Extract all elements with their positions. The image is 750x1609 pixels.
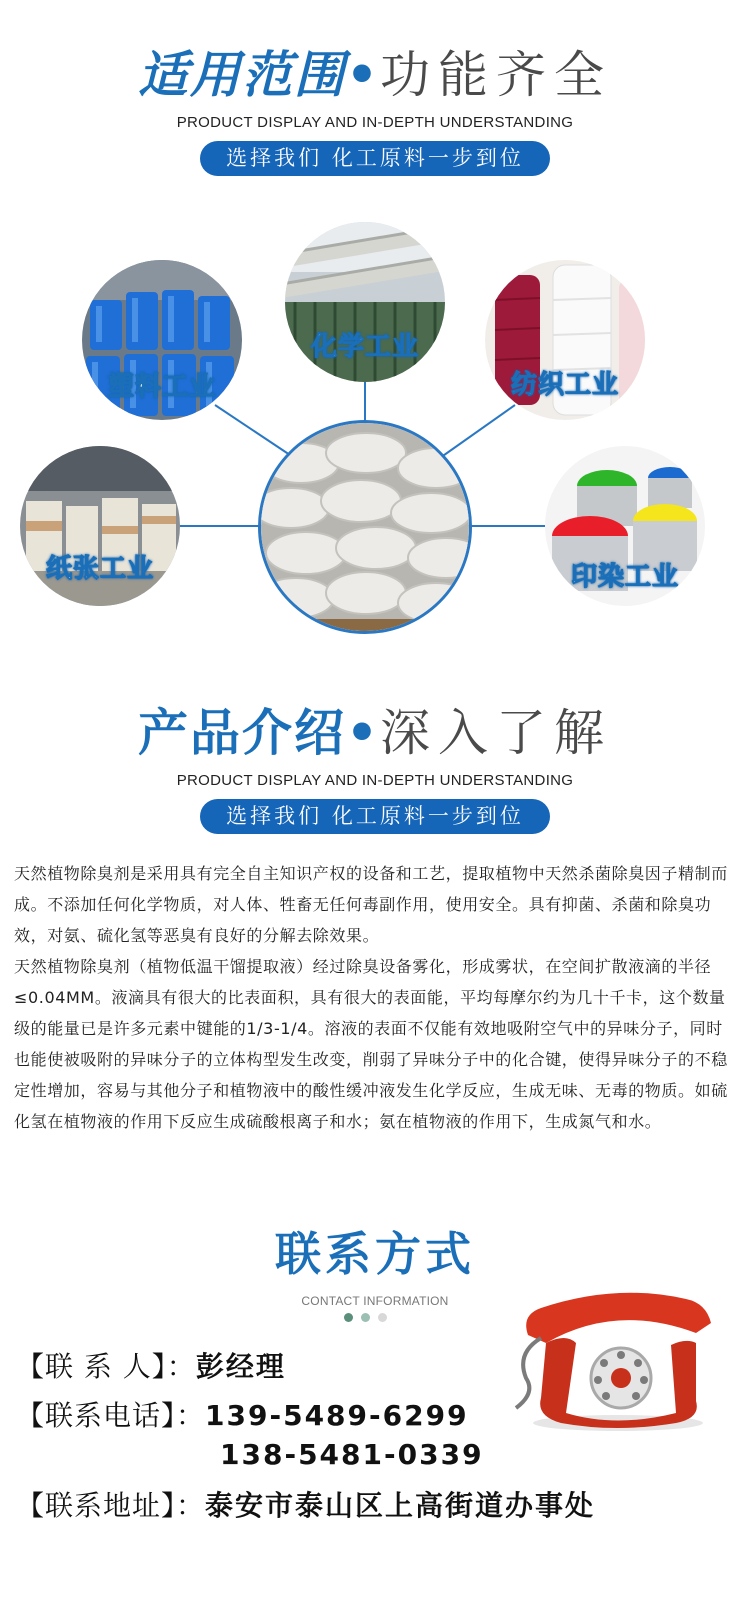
dot <box>344 1313 353 1322</box>
contact-phone-2: 138-5481-0339 <box>220 1438 484 1471</box>
application-dyeing <box>545 446 705 606</box>
center-product-image <box>258 420 472 634</box>
dot <box>378 1313 387 1322</box>
application-label: 印染工业 <box>570 562 679 592</box>
application-paper <box>20 446 180 606</box>
contact-phone-label: 【联系电话】： <box>16 1399 206 1432</box>
intro-title <box>0 704 750 762</box>
dot <box>361 1313 370 1322</box>
application-label: 纺织工业 <box>510 370 619 400</box>
contact-title: 联系方式 <box>275 1227 475 1281</box>
contact-phone-1: 139-5489-6299 <box>205 1399 469 1432</box>
contact-person-row <box>16 1345 286 1385</box>
contact-address-value: 泰安市泰山区上高街道办事处 <box>205 1489 596 1522</box>
contact-address-label: 【联系地址】： <box>16 1489 206 1522</box>
red-telephone-icon <box>506 1283 716 1433</box>
applications-diagram <box>0 210 750 650</box>
decorative-dots <box>344 1307 395 1326</box>
intro-subtitle: PRODUCT DISPLAY AND IN-DEPTH UNDERSTANDING <box>176 772 574 789</box>
description-paragraph: 天然植物除臭剂（植物低温干馏提取液）经过除臭设备雾化，形成雾状，在空间扩散液滴的半径≤0.04MM。液滴具有很大的比表面积，具有很大的表面能，平均每摩尔约为几十千卡，这个数量级的能量已是许多元素中键能的1/3-1/4。溶液的表面不仅能有效地吸附空气中的异味分子，同时也能使被吸附的异味分子的立体构型发生改变，削弱了异味分子中的化合键，使得异味分子的不稳定性增加，容易与其他分子和植物液中的酸性缓冲液发生化学反应，生成无味、无毒的物质。如硫化氢在植物液的作用下反应生成硫酸根离子和水；氨在植物液的作用下，生成氮气和水。 <box>14 957 728 1131</box>
contact-address-row <box>16 1484 595 1524</box>
applications-subtitle: PRODUCT DISPLAY AND IN-DEPTH UNDERSTANDING <box>176 114 574 131</box>
applications-title <box>0 46 750 104</box>
intro-heading <box>0 704 750 834</box>
application-chemical <box>285 222 445 382</box>
title-dot: • <box>346 46 380 104</box>
contact-person-label: 【联 系 人】： <box>16 1350 196 1383</box>
white-product-sacks-icon <box>261 423 472 634</box>
contact-phone-row <box>16 1394 469 1434</box>
intro-pill-banner: 选择我们 化工原料一步到位 <box>200 799 550 834</box>
intro-title-secondary: 深入了解 <box>379 704 612 762</box>
applications-title-main: 适用范围 <box>138 46 347 104</box>
application-label: 纸张工业 <box>45 554 154 584</box>
applications-pill-banner: 选择我们 化工原料一步到位 <box>200 141 550 176</box>
description-paragraph: 天然植物除臭剂是采用具有完全自主知识产权的设备和工艺，提取植物中天然杀菌除臭因子精制而成。不添加任何化学物质，对人体、牲畜无任何毒副作用，使用安全。具有抑菌、杀菌和除臭功效，对氨、硫化氢等恶臭有良好的分解去除效果。 <box>14 864 728 945</box>
application-label: 塑料工业 <box>107 372 216 402</box>
product-description <box>14 858 738 1137</box>
application-plastic <box>82 260 242 420</box>
application-textile <box>485 260 645 420</box>
intro-title-main: 产品介绍 <box>138 704 347 762</box>
contact-subtitle: CONTACT INFORMATION <box>301 1294 449 1308</box>
applications-title-secondary: 功能齐全 <box>379 46 612 104</box>
application-label: 化学工业 <box>310 332 419 362</box>
contact-person-value: 彭经理 <box>195 1350 286 1383</box>
applications-heading <box>0 46 750 176</box>
title-dot: • <box>346 704 380 762</box>
